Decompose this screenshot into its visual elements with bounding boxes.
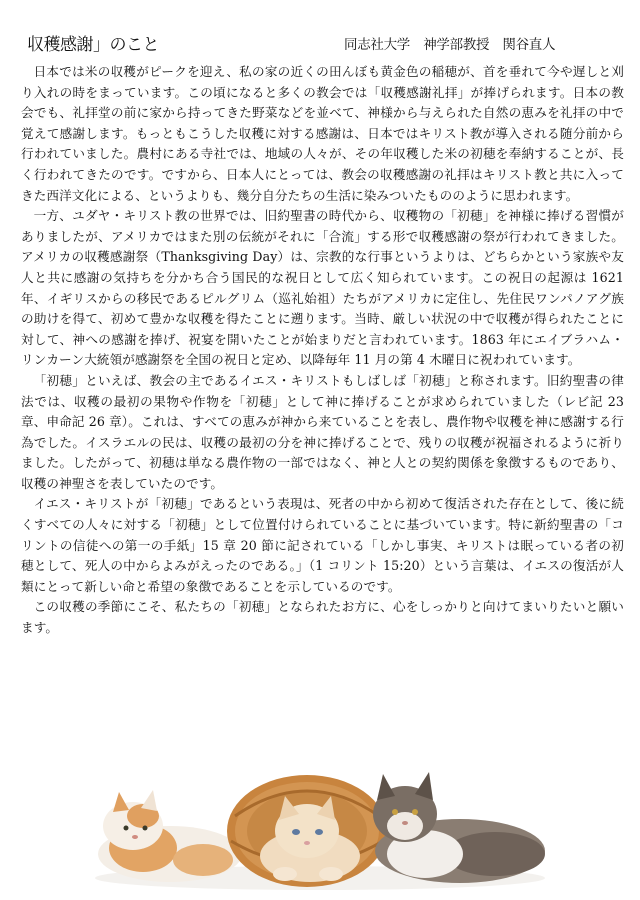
article-body — [21, 62, 624, 639]
right-cat — [373, 772, 545, 883]
author-byline: 同志社大学 神学部教授 関谷直人 — [344, 37, 556, 53]
cats-illustration — [85, 756, 555, 891]
paragraph: イエス・キリストが「初穂」であるという表現は、死者の中から初めて復活された存在として、後に続くすべての人々に対する「初穂」として位置付けられていることに基づいています。特に新約聖書の「コリントの信徒への第一の手紙」15 章 20 節に記されている「しかし事実、キリストは眠っている者の初穂として、死人の中からよみがえったのである。」（1 コリント 15:20）という言葉は、イエスの復活が人類にとって新しい命と希望の象徴であることを示しているのです。 — [21, 496, 624, 594]
paragraph: 「初穂」といえば、教会の主であるイエス・キリストもしばしば「初穂」と称されます。旧約聖書の律法では、収穫の最初の果物や作物を「初穂」として神に捧げることが求められていました（レビ記 23 章、申命記 26 章）。これは、すべての恵みが神から来ていることを表し、農作物や収穫を神に感謝する行為でした。イスラエルの民は、収穫の最初の分を神に捧げることで、残りの収穫が祝福されるように祈りました。したがって、初穂は単なる農作物の一部ではなく、神と人との契約関係を象徴するものであり、収穫の神聖さを表していたのです。 — [21, 372, 624, 491]
page-title: 収穫感謝」のこと — [27, 35, 159, 55]
paragraph: この収穫の季節にこそ、私たちの「初穂」となられたお方に、心をしっかりと向けてまいりたいと願います。 — [21, 599, 624, 636]
left-cat — [98, 790, 242, 882]
cats-in-basket-icon — [85, 756, 555, 891]
paragraph: 日本では米の収穫がピークを迎え、私の家の近くの田んぼも黄金色の稲穂が、首を垂れて今や遅しと刈り入れの時をまっています。この頃になると多くの教会では「収穫感謝礼拝」が捧げられます。日本の教会でも、礼拝堂の前に家から持ってきた野菜などを並べて、神様から与えられた自然の恵みを礼拝の中で覚えて感謝します。もっともこうした収穫に対する感謝は、日本ではキリスト教が導入される随分前から行われていました。農村にある寺社では、地域の人々が、その年収穫した米の初穂を奉納することが、長く行われてきたのです。ですから、日本人にとっては、教会の収穫感謝の礼拝はキリスト教と共に入ってきた西洋文化による、というよりも、幾分自分たちの生活に染みついたもののように思われます。 — [21, 64, 624, 203]
paragraph: 一方、ユダヤ・キリスト教の世界では、旧約聖書の時代から、収穫物の「初穂」を神様に捧げる習慣がありましたが、アメリカではまた別の伝統がそれに「合流」する形で収穫感謝の祭が行われてきました。アメリカの収穫感謝祭（Thanksgiving Day）は、宗教的な行事というよりは、どちらかという家族や友人と共に感謝の気持ちを分かち合う国民的な祝日として広く知られています。この祝日の起源は 1621 年、イギリスからの移民であるピルグリム（巡礼始祖）たちがアメリカに定住し、先住民ワンパノアグ族の助けを得て、初めて豊かな収穫を得たことに遡ります。当時、厳しい状況の中で収穫が得られたことに対して、神への感謝を捧げ、祝宴を開いたことが始まりだと言われています。1863 年にエイブラハム・リンカーン大統領が感謝祭を全国の祝日と定め、以降毎年 11 月の第 4 木曜日に祝われています。 — [21, 208, 624, 368]
page-header — [0, 0, 640, 60]
